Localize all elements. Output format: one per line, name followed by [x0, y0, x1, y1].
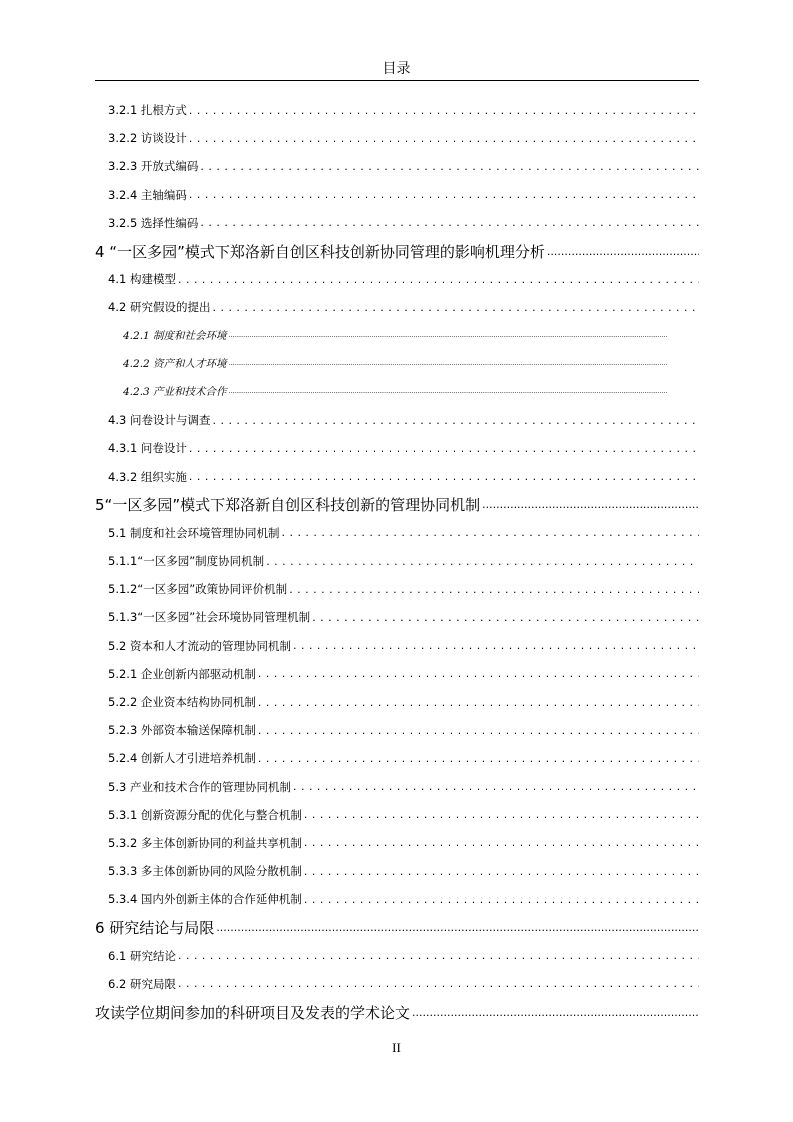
toc-dot-leader — [547, 245, 699, 258]
toc-entry[interactable] — [95, 913, 699, 941]
toc-dot-leader — [293, 639, 699, 652]
toc-dot-leader — [304, 865, 699, 878]
toc-entry[interactable] — [95, 209, 699, 237]
toc-entry[interactable] — [95, 744, 699, 772]
toc-dot-leader — [212, 414, 699, 427]
toc-dot-leader — [258, 696, 699, 709]
toc-dot-leader — [212, 301, 699, 314]
toc-dot-leader — [266, 555, 699, 568]
toc-dot-leader — [189, 188, 699, 201]
toc-entry-label: 5.2.4 创新人才引进培养机制 — [108, 751, 256, 766]
toc-entry[interactable] — [95, 491, 699, 519]
toc-entry[interactable] — [95, 293, 699, 321]
toc-entry[interactable] — [95, 350, 699, 378]
toc-dot-leader — [189, 442, 699, 455]
toc-entry[interactable] — [95, 406, 699, 434]
header-rule — [95, 80, 699, 81]
toc-entry[interactable] — [95, 152, 699, 180]
toc-dot-leader — [482, 498, 699, 511]
toc-entry[interactable] — [95, 773, 699, 801]
toc-entry[interactable] — [95, 519, 699, 547]
toc-entry-label: 3.2.5 选择性编码 — [108, 215, 199, 230]
toc-entry[interactable] — [95, 124, 699, 152]
toc-entry-label: 5.3.3 多主体创新协同的风险分散机制 — [108, 864, 302, 879]
toc-dot-leader — [216, 921, 699, 934]
toc-entry-label: 4.2.2 资产和人才环境 — [123, 358, 227, 371]
toc-entry[interactable] — [95, 322, 699, 350]
toc-entry-label: 4.3.2 组织实施 — [108, 469, 187, 484]
toc-entry-label: 5.1.1“一区多园”制度协同机制 — [108, 554, 265, 569]
toc-dot-leader — [178, 949, 699, 962]
toc-entry[interactable] — [95, 688, 699, 716]
toc-entry-label: 3.2.3 开放式编码 — [108, 159, 199, 174]
toc-entry-label: 5.2.1 企业创新内部驱动机制 — [108, 666, 256, 681]
toc-entry-label: 5.2.3 外部资本输送保障机制 — [108, 723, 256, 738]
toc-dot-leader — [258, 667, 699, 680]
toc-entry[interactable] — [95, 434, 699, 462]
toc-entry[interactable] — [95, 716, 699, 744]
toc-entry-label: 5.3 产业和技术合作的管理协同机制 — [108, 779, 291, 794]
toc-entry[interactable] — [95, 603, 699, 631]
toc-entry-label: 3.2.2 访谈设计 — [108, 131, 187, 146]
toc-entry-label: 3.2.4 主轴编码 — [108, 187, 187, 202]
toc-entry-label: 4 “一区多园”模式下郑洛新自创区科技创新协同管理的影响机理分析 — [95, 242, 545, 261]
toc-entry-label: 4.3 问卷设计与调查 — [108, 413, 211, 428]
toc-entry[interactable] — [95, 660, 699, 688]
toc-entry-label: 4.2.1 制度和社会环境 — [123, 330, 227, 343]
toc-dot-leader — [178, 977, 699, 990]
toc-entry[interactable] — [95, 96, 699, 124]
toc-entry-label: 4.2.3 产业和技术合作 — [123, 386, 227, 399]
toc-dot-leader — [200, 216, 699, 229]
toc-entry[interactable] — [95, 801, 699, 829]
toc-dot-leader — [189, 104, 699, 117]
toc-dot-leader — [293, 780, 699, 793]
toc-dot-leader — [189, 470, 699, 483]
toc-entry-label: 6.2 研究局限 — [108, 976, 176, 991]
toc-entry-label: 6 研究结论与局限 — [95, 919, 215, 938]
toc-entry[interactable] — [95, 265, 699, 293]
toc-entry[interactable] — [95, 378, 699, 406]
toc-dot-leader — [178, 273, 699, 286]
toc-entry-label: 攻读学位期间参加的科研项目及发表的学术论文 — [95, 1003, 411, 1022]
toc-entry-label: 6.1 研究结论 — [108, 948, 176, 963]
toc-entry[interactable] — [95, 181, 699, 209]
toc-dot-leader — [281, 526, 699, 539]
toc-dot-leader — [304, 836, 699, 849]
toc-entry-label: 5.2 资本和人才流动的管理协同机制 — [108, 638, 291, 653]
toc-entry-label: 5.1 制度和社会环境管理协同机制 — [108, 525, 280, 540]
toc-entry[interactable] — [95, 829, 699, 857]
toc-entry-label: 5.1.3“一区多园”社会环境协同管理机制 — [108, 610, 311, 625]
page-header-title: 目录 — [382, 61, 411, 77]
toc-dot-leader — [229, 332, 699, 339]
toc-entry-label: 4.2 研究假设的提出 — [108, 300, 211, 315]
toc-entry-label: 5“一区多园”模式下郑洛新自创区科技创新的管理协同机制 — [95, 496, 481, 515]
toc-dot-leader — [229, 388, 699, 395]
toc-entry-label: 5.2.2 企业资本结构协同机制 — [108, 695, 256, 710]
toc-entry[interactable] — [95, 885, 699, 913]
toc-entry-label: 5.1.2“一区多园”政策协同评价机制 — [108, 582, 288, 597]
toc-entry[interactable] — [95, 575, 699, 603]
page-number: II — [392, 1040, 401, 1055]
toc-dot-leader — [258, 752, 699, 765]
toc-entry[interactable] — [95, 237, 699, 265]
toc-dot-leader — [304, 893, 699, 906]
toc-dot-leader — [304, 808, 699, 821]
table-of-contents — [95, 96, 699, 1026]
toc-entry-label: 5.3.2 多主体创新协同的利益共享机制 — [108, 835, 302, 850]
toc-entry-label: 5.3.1 创新资源分配的优化与整合机制 — [108, 807, 302, 822]
toc-entry[interactable] — [95, 547, 699, 575]
toc-entry[interactable] — [95, 857, 699, 885]
toc-entry[interactable] — [95, 970, 699, 998]
toc-entry[interactable] — [95, 998, 699, 1026]
toc-dot-leader — [200, 160, 699, 173]
toc-dot-leader — [258, 724, 699, 737]
toc-entry[interactable] — [95, 942, 699, 970]
toc-entry-label: 4.3.1 问卷设计 — [108, 441, 187, 456]
toc-entry-label: 3.2.1 扎根方式 — [108, 103, 187, 118]
toc-entry[interactable] — [95, 632, 699, 660]
toc-dot-leader — [229, 360, 699, 367]
toc-entry[interactable] — [95, 462, 699, 490]
toc-dot-leader — [189, 132, 699, 145]
toc-entry-label: 4.1 构建模型 — [108, 272, 176, 287]
toc-dot-leader — [312, 611, 699, 624]
toc-entry-label: 5.3.4 国内外创新主体的合作延伸机制 — [108, 892, 302, 907]
toc-dot-leader — [289, 583, 699, 596]
toc-dot-leader — [412, 1006, 699, 1019]
